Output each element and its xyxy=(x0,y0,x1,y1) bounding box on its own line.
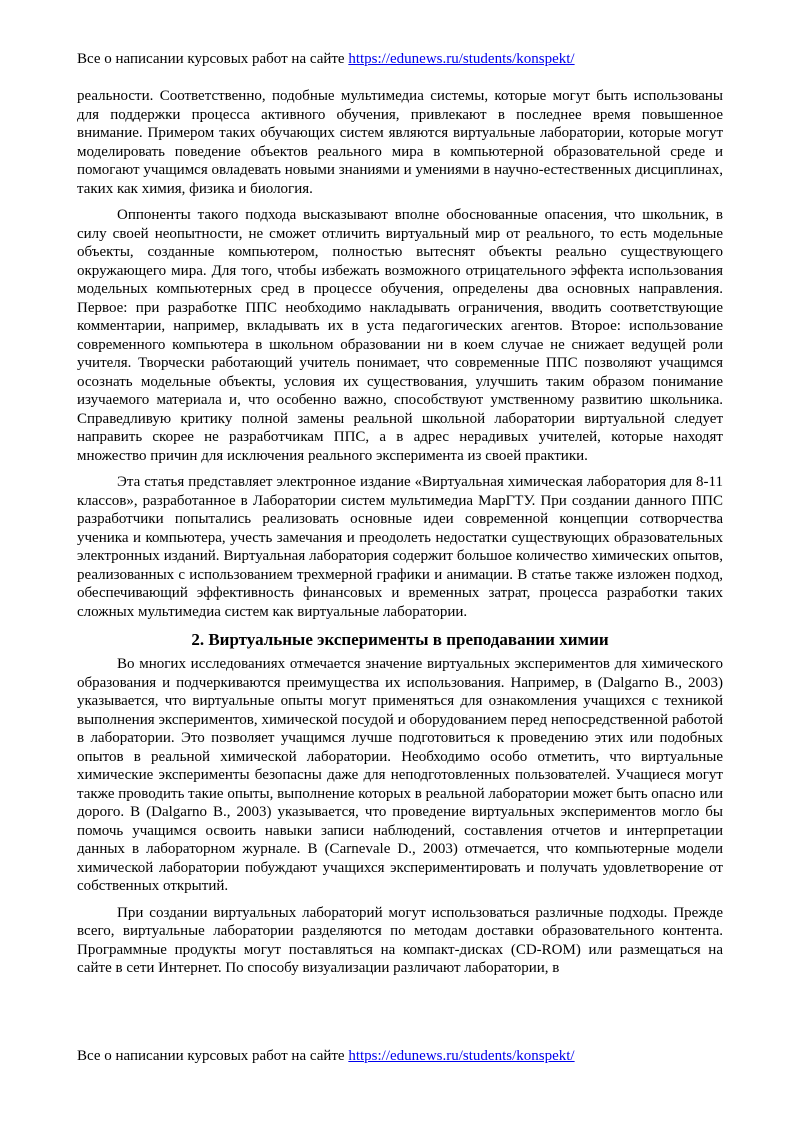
footer-text: Все о написании курсовых работ на сайте xyxy=(77,1048,349,1064)
paragraph-5: При создании виртуальных лабораторий могут использоваться различные подходы. Прежде всего, виртуальные лаборатории разделяются по методам доставки образовательного контента. Программные продукты могут поставляться на компакт-дисках (CD-ROM) или размещаться на сайте в сети Интернет. По способу визуализации различают лаборатории, в xyxy=(77,904,723,976)
header-text: Все о написании курсовых работ на сайте xyxy=(77,51,349,67)
paragraph-4: Во многих исследованиях отмечается значение виртуальных экспериментов для химического образования и подчеркиваются преимущества их использования. Например, в (Dalgarno B., 2003) указывается, что виртуальные опыты могут применяться для ознакомления учащихся с техникой выполнения экспериментов, химической посудой и оборудованием перед непосредственной работой в лаборатории. Это позволяет учащимся лучше подготовиться к проведению этих или подобных опытов в реальной химической лаборатории. Необходимо особо отметить, что виртуальные химические эксперименты безопасны даже для неподготовленных пользователей. Учащиеся могут также проводить такие опыты, выполнение которых в реальной лаборатории может быть опасно или дорого. В (Dalgarno B., 2003) указывается, что проведение виртуальных экспериментов могло бы помочь учащимся освоить навыки записи наблюдений, составления отчетов и интерпретации данных в лабораторном журнале. В (Carnevale D., 2003) отмечается, что компьютерные модели химической лаборатории побуждают учащихся экспериментировать и получать удовлетворение от собственных открытий. xyxy=(77,656,723,894)
page-footer xyxy=(77,1047,575,1065)
document-body xyxy=(77,87,723,978)
footer-link[interactable]: https://edunews.ru/students/konspekt/ xyxy=(348,1048,575,1064)
paragraph-3: Эта статья представляет электронное издание «Виртуальная химическая лаборатория для 8-11 классов», разработанное в Лаборатории систем мультимедиа МарГТУ. При создании данного ППС разработчики попытались реализовать основные идеи современной концепции сотворчества ученика и компьютера, учесть замечания и преодолеть недостатки существующих образовательных электронных изданий. Виртуальная лаборатория содержит большое количество химических опытов, реализованных с использованием трехмерной графики и анимации. В статье также изложен подход, обеспечивающий эффективность финансовых и временных затрат, процесса разработки таких сложных мультимедиа систем как виртуальные лаборатории. xyxy=(77,474,723,620)
paragraph-1: реальности. Соответственно, подобные мультимедиа системы, которые могут быть использованы для поддержки процесса активного обучения, привлекают в последнее время повышенное внимание. Примером таких обучающих систем являются виртуальные лаборатории, которые могут моделировать поведение объектов реального мира в компьютерной образовательной среде и помогают учащимся овладевать новыми знаниями и умениями в научно-естественных дисциплинах, таких как химия, физика и биология. xyxy=(77,88,723,197)
page-header xyxy=(77,50,575,68)
header-link[interactable]: https://edunews.ru/students/konspekt/ xyxy=(348,51,575,67)
paragraph-2: Оппоненты такого подхода высказывают вполне обоснованные опасения, что школьник, в силу своей неопытности, не сможет отличить виртуальный мир от реального, то есть модельные объекты, созданные компьютером, полностью вытеснят объекты реально существующего окружающего мира. Для того, чтобы избежать возможного отрицательного эффекта использования модельных компьютерных сред в процессе обучения, определены два основных направления. Первое: при разработке ППС необходимо накладывать ограничения, вводить соответствующие комментарии, например, вкладывать их в уста педагогических агентов. Второе: использование современного компьютера в школьном образовании ни в коем случае не снижает ведущей роли учителя. Творчески работающий учитель понимает, что современные ППС позволяют учащимся осознать модельные объекты, условия их существования, улучшить таким образом понимание изучаемого материала и, что особенно важно, способствуют умственному развитию школьника. Справедливую критику полной замены реальной школьной лаборатории виртуальной следует направить скорее не разработчикам ППС, а в адрес нерадивых учителей, которые находят множество причин для исключения реального эксперимента из своей практики. xyxy=(77,207,723,464)
section-heading: 2. Виртуальные эксперименты в преподавании химии xyxy=(191,630,609,649)
